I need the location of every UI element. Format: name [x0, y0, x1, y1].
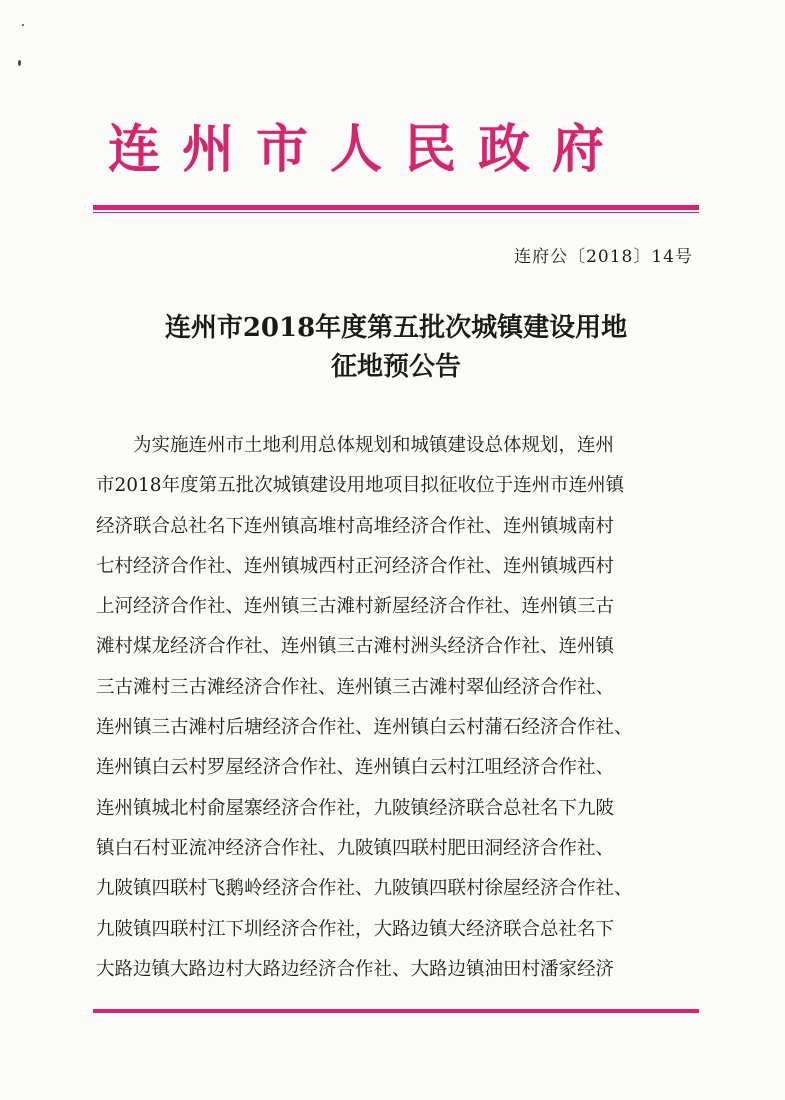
- body-line: 镇白石村亚流冲经济合作社、九陂镇四联村肥田洞经济合作社、: [96, 837, 615, 859]
- body-text: [96, 426, 704, 990]
- body-line: 九陂镇四联村江下圳经济合作社，大路边镇大经济联合总社名下: [96, 918, 615, 940]
- body-line: 三古滩村三古滩经济合作社、连州镇三古滩村翠仙经济合作社、: [96, 676, 615, 698]
- body-line: 市2018年度第五批次城镇建设用地项目拟征收位于连州市连州镇: [96, 475, 625, 497]
- body-line: 连州镇白云村罗屋经济合作社、连州镇白云村江咀经济合作社、: [96, 757, 615, 779]
- document-title-line-1: 连州市2018年度第五批次城镇建设用地: [164, 313, 628, 343]
- body-line: 连州镇三古滩村后塘经济合作社、连州镇白云村蒲石经济合作社、: [96, 717, 633, 739]
- document-title-line-2: 征地预公告: [330, 352, 461, 382]
- scan-speck: [18, 60, 21, 66]
- body-line: 经济联合总社名下连州镇高堆村高堆经济合作社、连州镇城南村: [96, 515, 615, 537]
- scan-speck: [22, 24, 24, 26]
- issuer-header: 连州市人民政府: [108, 120, 627, 180]
- body-line: 九陂镇四联村飞鹅岭经济合作社、九陂镇四联村徐屋经济合作社、: [96, 878, 633, 900]
- document-number: 连府公〔2018〕14号: [514, 247, 693, 267]
- body-line: 连州镇城北村俞屋寨经济合作社，九陂镇经济联合总社名下九陂: [96, 797, 615, 819]
- red-divider-top: [93, 205, 699, 210]
- body-line: 上河经济合作社、连州镇三古滩村新屋经济合作社、连州镇三古: [96, 596, 615, 618]
- body-line: 为实施连州市土地利用总体规划和城镇建设总体规划，连州: [133, 435, 615, 456]
- red-divider-bottom: [93, 1009, 699, 1013]
- body-line: 大路边镇大路边村大路边经济合作社、大路边镇油田村潘家经济: [96, 958, 615, 980]
- body-line: 滩村煤龙经济合作社、连州镇三古滩村洲头经济合作社、连州镇: [96, 636, 615, 658]
- body-line: 七村经济合作社、连州镇城西村正河经济合作社、连州镇城西村: [96, 555, 615, 577]
